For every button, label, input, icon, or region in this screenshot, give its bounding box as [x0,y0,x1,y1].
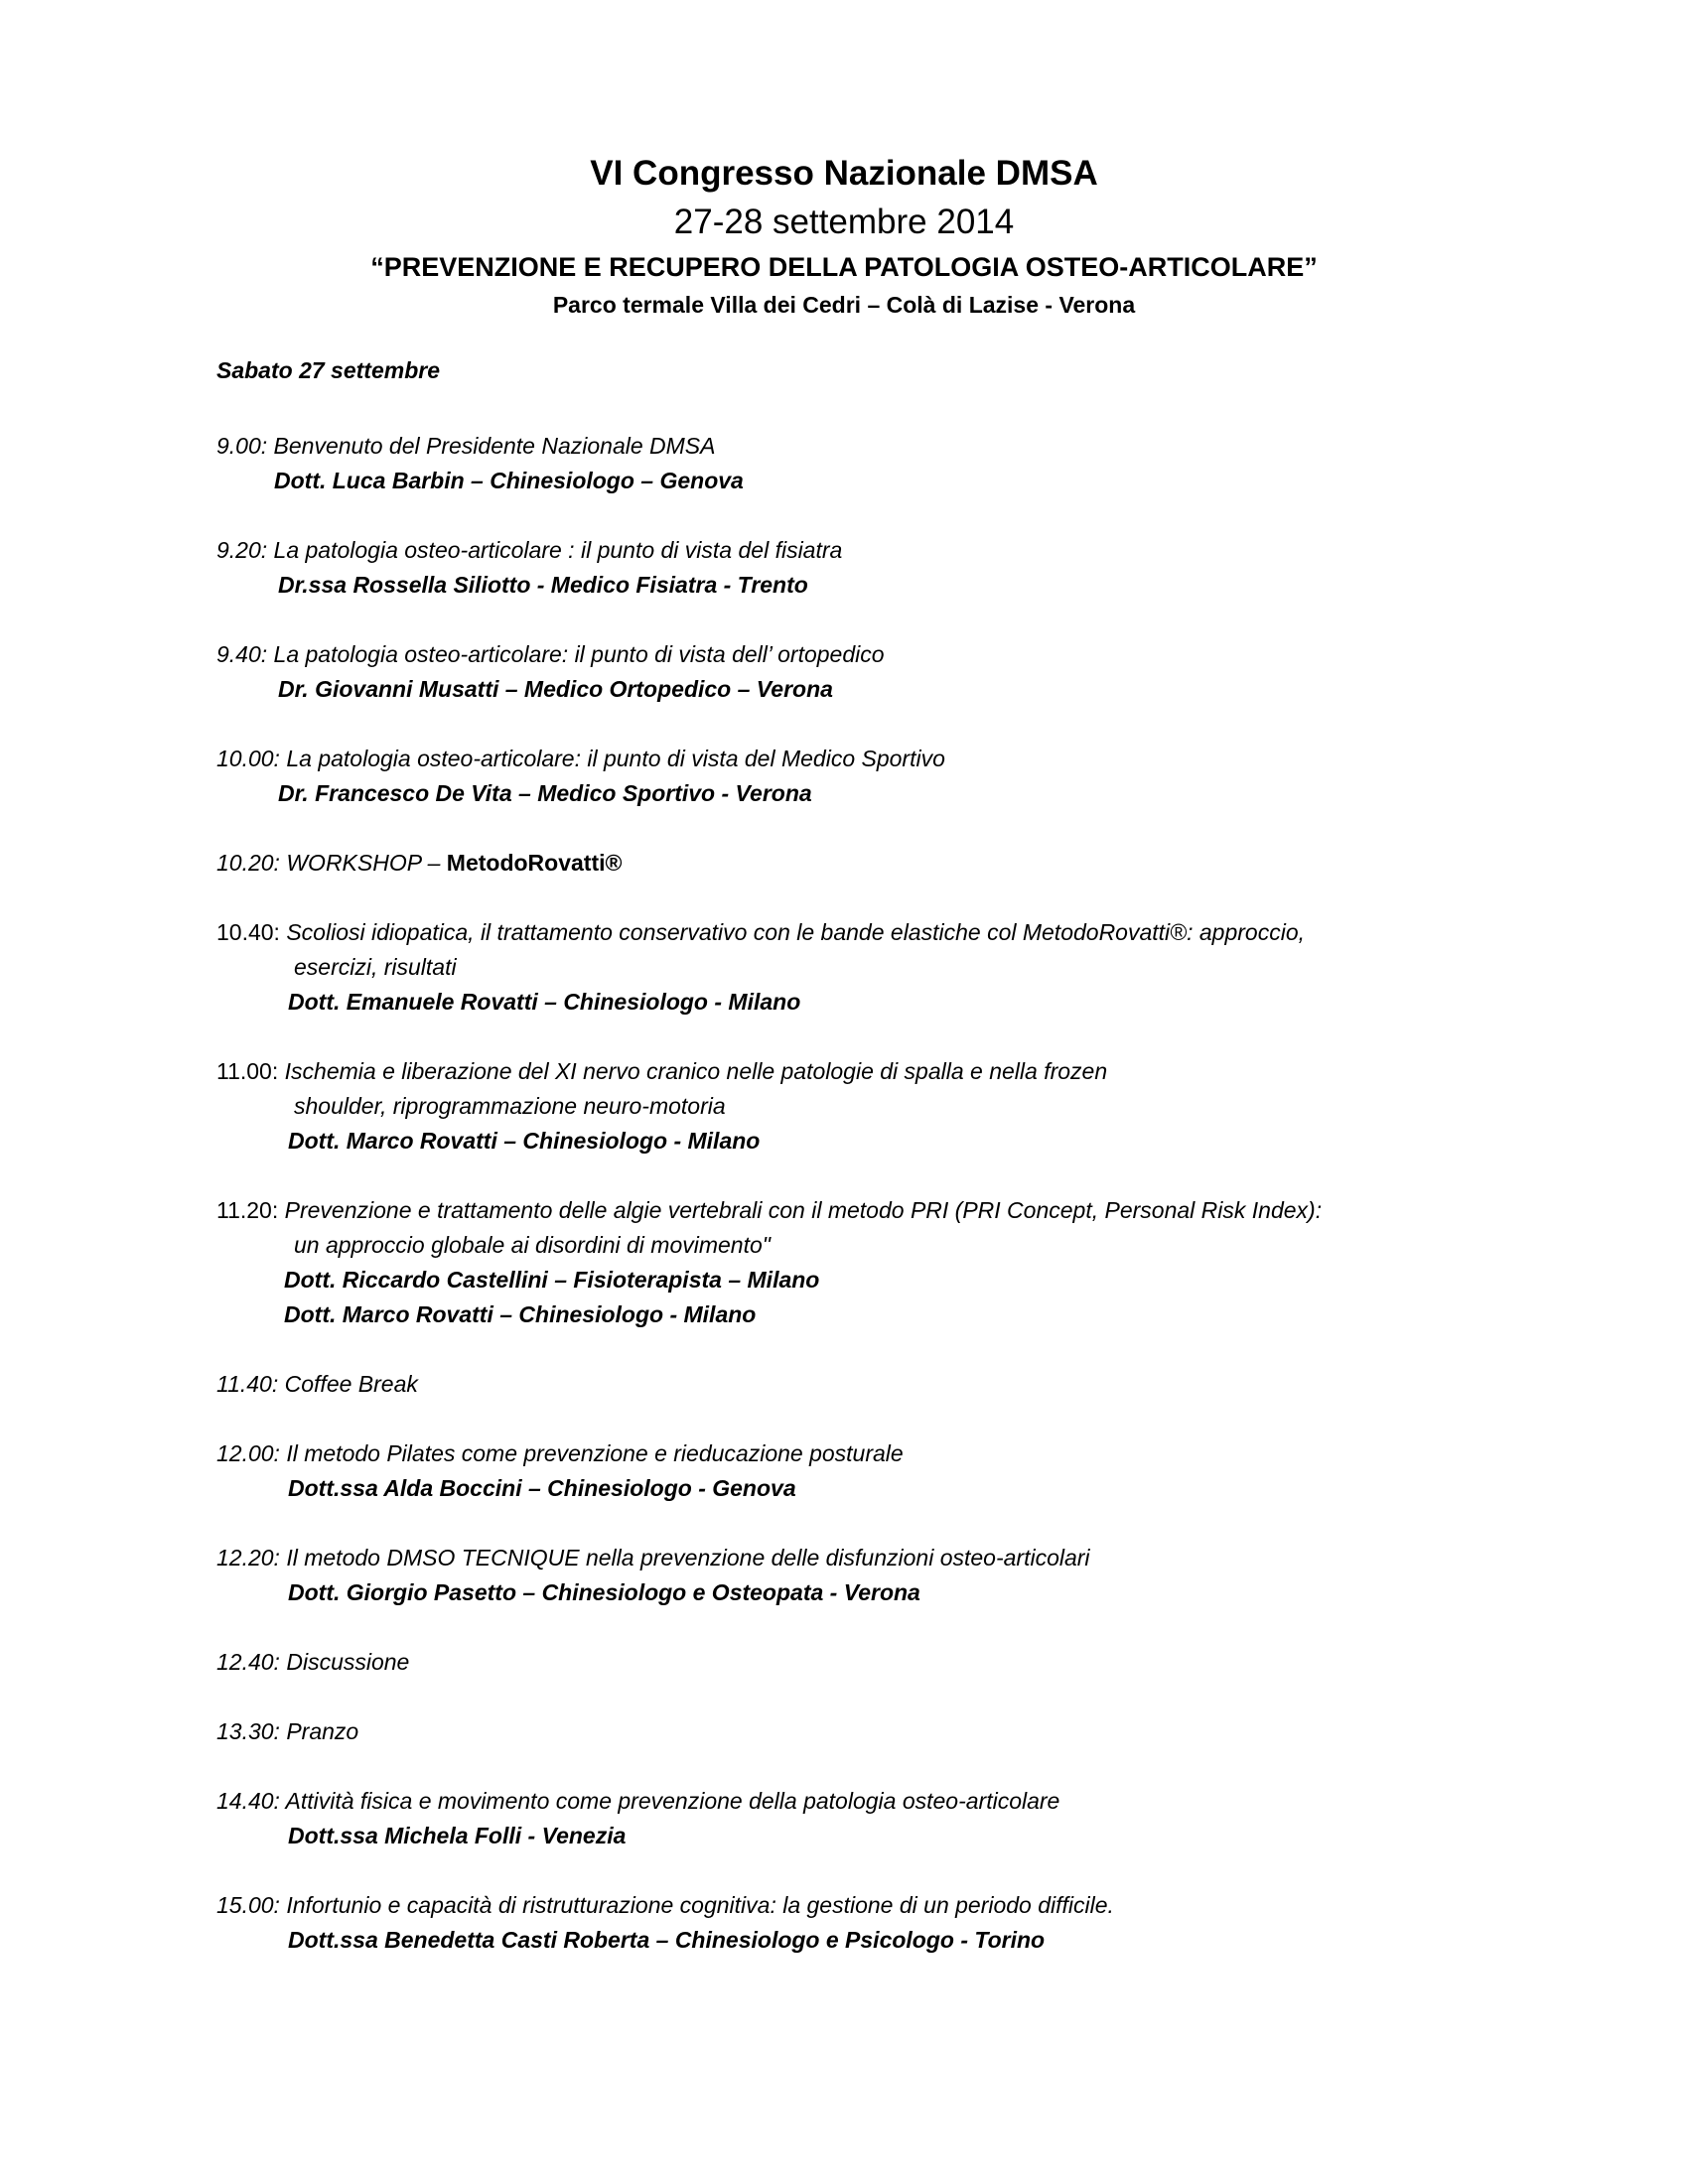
program-speaker: Dott.ssa Benedetta Casti Roberta – Chinesiologo e Psicologo - Torino [288,1927,1046,1953]
program-item [216,1784,1507,1853]
program-speaker: Dott. Marco Rovatti – Chinesiologo - Milano [284,1301,757,1327]
program-speaker: Dott.ssa Michela Folli - Venezia [288,1823,627,1848]
program-title: Il metodo DMSO TECNIQUE nella prevenzione delle disfunzioni osteo-articolari [279,1545,1090,1570]
program-speaker: Dott.ssa Alda Boccini – Chinesiologo - Genova [288,1475,796,1501]
day-heading: Sabato 27 settembre [216,357,440,383]
program-title-continued: un approccio globale ai disordini di movimento" [294,1232,771,1258]
program-item [216,637,1507,707]
program-item [216,533,1507,603]
program-item-line [216,1714,1507,1749]
program-item-line [216,1541,1507,1575]
program-title: Ischemia e liberazione del XI nervo cranico nelle patologie di spalla e nella frozen [278,1058,1108,1084]
program-time: 12.40: [216,1649,280,1675]
program-list [216,429,1507,1992]
program-title-continued: esercizi, risultati [294,954,457,980]
program-item-line [216,1367,1507,1402]
program-speaker: Dott. Marco Rovatti – Chinesiologo - Milano [288,1128,761,1154]
program-item [216,742,1507,811]
program-time: 15.00: [216,1892,280,1918]
program-time: 14.40: [216,1788,280,1814]
program-item [216,1888,1507,1958]
program-item [216,1367,1507,1402]
program-title: Coffee Break [278,1371,418,1397]
congress-theme: “PREVENZIONE E RECUPERO DELLA PATOLOGIA OSTEO-ARTICOLARE” [370,252,1318,282]
program-item-line [216,915,1507,950]
program-brand: MetodoRovatti® [446,850,623,876]
program-speaker: Dott. Riccardo Castellini – Fisioterapista – Milano [284,1267,820,1293]
program-title-continued: shoulder, riprogrammazione neuro-motoria [294,1093,726,1119]
program-title: Prevenzione e trattamento delle algie vertebrali con il metodo PRI (PRI Concept, Personal Risk Index): [278,1197,1323,1223]
program-item-line [216,1436,1507,1471]
program-title: Discussione [279,1649,410,1675]
program-item [216,846,1507,881]
program-item-line [216,429,1507,464]
program-item-line [216,637,1507,672]
program-item-line [216,1784,1507,1819]
program-item-line [216,1645,1507,1680]
program-speaker: Dr. Francesco De Vita – Medico Sportivo - Verona [278,780,812,806]
program-title: Attività fisica e movimento come prevenzione della patologia osteo-articolare [279,1788,1060,1814]
program-title: WORKSHOP – [279,850,447,876]
program-time: 11.40: [216,1371,279,1397]
program-title: Benvenuto del Presidente Nazionale DMSA [267,433,716,459]
program-item [216,1193,1507,1332]
program-time: 11.20: [216,1197,279,1223]
program-speaker: Dr.ssa Rossella Siliotto - Medico Fisiatra - Trento [278,572,808,598]
program-time: 9.40: [216,641,268,667]
program-item-line [216,846,1507,881]
program-time: 10.00: [216,746,280,771]
program-speaker: Dr. Giovanni Musatti – Medico Ortopedico – Verona [278,676,833,702]
document-header [0,149,1688,322]
program-title: Infortunio e capacità di ristrutturazione cognitiva: la gestione di un periodo difficile. [279,1892,1114,1918]
congress-dates: 27-28 settembre 2014 [673,203,1015,241]
program-item-line [216,1888,1507,1923]
program-title: La patologia osteo-articolare : il punto di vista del fisiatra [267,537,843,563]
program-item [216,429,1507,498]
program-item [216,1645,1507,1680]
congress-venue: Parco termale Villa dei Cedri – Colà di Lazise - Verona [552,292,1136,318]
program-item-line [216,742,1507,776]
program-item [216,1541,1507,1610]
program-title: Il metodo Pilates come prevenzione e rieducazione posturale [279,1440,904,1466]
program-time: 9.00: [216,433,268,459]
program-item [216,915,1507,1020]
program-title: Scoliosi idiopatica, il trattamento conservativo con le bande elastiche col MetodoRovatti®: approccio, [279,919,1305,945]
program-time: 10.20: [216,850,280,876]
program-item-line [216,533,1507,568]
program-item [216,1714,1507,1749]
program-time: 12.20: [216,1545,280,1570]
program-title: La patologia osteo-articolare: il punto di vista dell’ ortopedico [267,641,885,667]
program-speaker: Dott. Giorgio Pasetto – Chinesiologo e Osteopata - Verona [288,1579,920,1605]
program-title: Pranzo [279,1718,359,1744]
program-item [216,1054,1507,1159]
program-time: 10.40: [216,919,280,945]
program-item-line [216,1193,1507,1228]
congress-title: VI Congresso Nazionale DMSA [590,154,1098,193]
program-item-line [216,1054,1507,1089]
program-time: 13.30: [216,1718,280,1744]
program-item [216,1436,1507,1506]
program-time: 11.00: [216,1058,279,1084]
program-title: La patologia osteo-articolare: il punto di vista del Medico Sportivo [279,746,945,771]
program-speaker: Dott. Emanuele Rovatti – Chinesiologo - Milano [288,989,801,1015]
program-time: 12.00: [216,1440,280,1466]
program-time: 9.20: [216,537,268,563]
program-speaker: Dott. Luca Barbin – Chinesiologo – Genova [274,468,744,493]
